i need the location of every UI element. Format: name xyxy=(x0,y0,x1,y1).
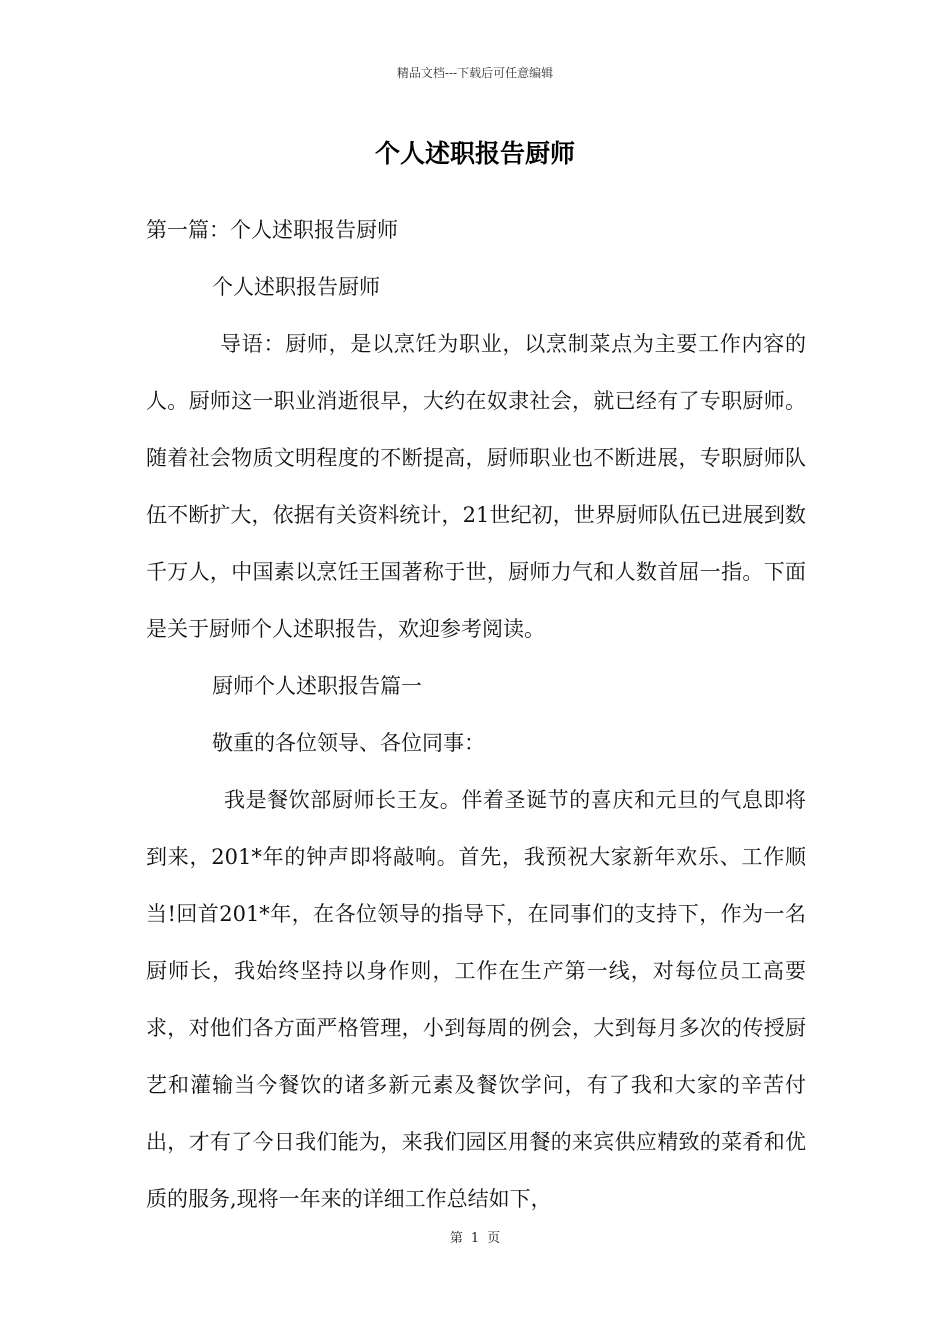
intro-paragraph: 导语：厨师，是以烹饪为职业，以烹制菜点为主要工作内容的人。厨师这一职业消逝很早，大约在奴隶社会，就已经有了专职厨师。随着社会物质文明程度的不断提高，厨师职业也不断进展，专职厨师队伍不断扩大，依据有关资料统计，21世纪初，世界厨师队伍已进展到数千万人，中国素以烹饪王国著称于世，厨师力气和人数首屈一指。下面是关于厨师个人述职报告，欢迎参考阅读。 xyxy=(146,332,806,641)
chapter-heading: 第一篇：个人述职报告厨师 xyxy=(146,218,398,242)
report-heading: 厨师个人述职报告篇一 xyxy=(212,674,422,698)
section-subtitle: 个人述职报告厨师 xyxy=(212,275,380,299)
document-body xyxy=(146,202,806,1228)
salutation: 敬重的各位领导、各位同事： xyxy=(212,731,485,755)
page-footer xyxy=(0,1227,950,1246)
document-title: 个人述职报告厨师 xyxy=(374,139,575,168)
page-number: 1 xyxy=(470,1231,480,1246)
page-header-note: 精品文档---下载后可任意编辑 xyxy=(396,66,554,80)
page-prefix: 第 xyxy=(449,1231,463,1246)
body-paragraph: 我是餐饮部厨师长王友。伴着圣诞节的喜庆和元旦的气息即将到来，201*年的钟声即将敲响。首先，我预祝大家新年欢乐、工作顺当!回首201*年，在各位领导的指导下，在同事们的支持下，作为一名厨师长，我始终坚持以身作则，工作在生产第一线，对每位员工高要求，对他们各方面严格管理，小到每周的例会，大到每月多次的传授厨艺和灌输当今餐饮的诸多新元素及餐饮学问，有了我和大家的辛苦付出，才有了今日我们能为，来我们园区用餐的来宾供应精致的菜肴和优质的服务,现将一年来的详细工作总结如下， xyxy=(146,788,806,1211)
page-suffix: 页 xyxy=(487,1231,501,1246)
